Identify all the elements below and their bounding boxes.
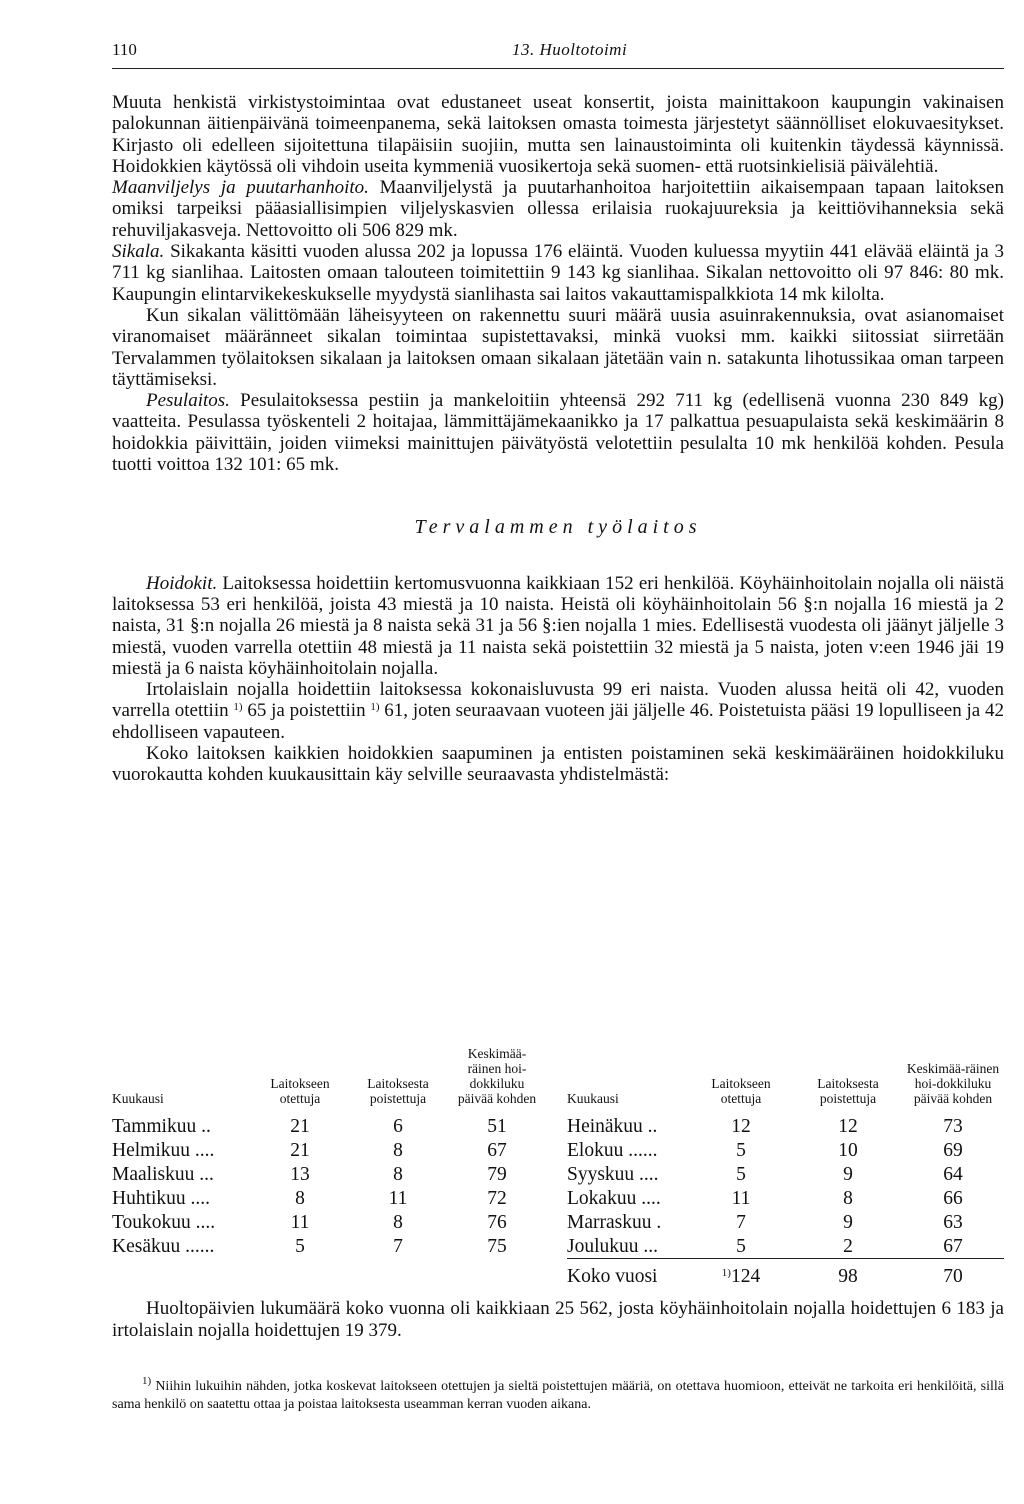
- admitted-cell: 12: [731, 1116, 751, 1137]
- table-row: [567, 1116, 1004, 1140]
- month-cell: Maaliskuu ...: [112, 1164, 214, 1185]
- month-cell: Helmikuu ....: [112, 1140, 215, 1161]
- footnote-mark: 1): [370, 701, 380, 714]
- month-cell: Kesäkuu ......: [112, 1236, 215, 1257]
- header-text: Kuukausi: [567, 1091, 619, 1106]
- header-text: Laitoksesta poistettuja: [817, 1076, 879, 1106]
- footnote-mark: 1): [721, 1267, 731, 1279]
- header-text: Keskimää-räinen hoi-dokkiluku päivää kohden: [457, 1046, 537, 1106]
- paragraph-text: Laitoksessa hoidettiin kertomusvuonna kaikkiaan 152 eri henkilöä. Köyhäinhoitolain nojalla oli näistä laitoksessa 53 eri henkilöä, joista 43 miestä ja 10 naista. Heistä oli köyhäinhoitolain 56 §:n nojalla 16 miestä ja 2 naista, 31 §:n nojalla 26 miestä ja 8 naista sekä 31 ja 56 §:ien nojalla 1 mies. Edellisestä vuodesta oli jäänyt jäljelle 3 miestä, vuoden varrella otettiin 48 miestä ja 11 naista sekä poistettiin 32 miestä ja 5 naista, joten v:een 1946 jäi 19 miestä ja 6 naista köyhäinhoitolain nojalla.: [112, 572, 1004, 679]
- paragraph-text: Pesulaitoksessa pestiin ja mankeloitiin yhteensä 292 711 kg (edellisenä vuonna 230 849 kg) vaatteita. Pesulassa työskenteli 2 hoitajaa, lämmittäjämekaanikko ja 17 palkattua pesuapulaista sekä keskimäärin 8 hoidokkia päivittäin, joiden viimeksi mainittujen päivätyöstä velotettiin pesulalta 10 mk henkilöä kohden. Pesula tuotti voittoa 132 101: 65 mk.: [112, 390, 1004, 476]
- admitted-cell: 5: [736, 1236, 746, 1257]
- footnote-body: Niihin lukuihin nähden, jotka koskevat laitokseen otettujen ja sieltä poistettujen määriä, on otettava huomioon, etteivät ne tarkoita eri henkilöitä, sillä sama henkilö on saatettu ottaa ja poistaa laitoksesta useamman kerran vuoden aikana.: [112, 1379, 1004, 1412]
- paragraph-farming: [112, 177, 1004, 241]
- average-cell: 75: [487, 1236, 507, 1257]
- removed-cell: 9: [843, 1212, 853, 1233]
- removed-cell: 6: [393, 1116, 403, 1137]
- table-row: [567, 1140, 1004, 1164]
- admitted-cell: 7: [736, 1212, 746, 1233]
- removed-cell: 2: [843, 1236, 853, 1257]
- table-row: [112, 1236, 532, 1260]
- average-cell: 51: [487, 1116, 507, 1137]
- body-text: [112, 92, 1004, 786]
- month-cell: Tammikuu ..: [112, 1116, 211, 1137]
- paragraph-text: Muuta henkistä virkistystoimintaa ovat edustaneet useat konsertit, joista mainittakoon kaupungin vakinaisen palokunnan äitienpäivänä toimeenpanema, sekä laitoksen omasta toimesta järjestetyt säännölliset elokuvaesitykset. Kirjasto oli edelleen sijoitettuna tilapäisiin suojiin, mutta sen lainaustoiminta oli kuitenkin täydessä käynnissä. Hoidokkien käytössä oli vihdoin useita kymmeniä vuosikertoja sekä suomen- että ruotsinkielisiä päivälehtiä.: [112, 92, 1004, 177]
- admitted-cell: 5: [736, 1140, 746, 1161]
- table-row: [112, 1116, 532, 1140]
- month-cell: Marraskuu .: [567, 1212, 662, 1233]
- paragraph-text: Maanviljelystä ja puutarhanhoitoa harjoitettiin aikaisempaan tapaan laitoksen omiksi tarpeiksi pääasiallisimpien viljelyskasvien ollessa erilaisia ruokajuureksia ja keittiövihanneksia sekä rehuviljakasveja. Nettovoitto oli 506 829 mk.: [112, 177, 1004, 241]
- footnote: [112, 1375, 1004, 1414]
- column-header-average: [903, 1010, 1003, 1106]
- average-cell: 73: [943, 1116, 963, 1137]
- column-header-removed: [793, 1010, 903, 1106]
- average-cell: 67: [943, 1236, 963, 1257]
- removed-cell: 7: [393, 1236, 403, 1257]
- average-cell: 66: [943, 1188, 963, 1209]
- table-row: [112, 1212, 532, 1236]
- average-cell: 63: [943, 1212, 963, 1233]
- paragraph-text: Huoltopäivien lukumäärä koko vuonna oli kaikkiaan 25 562, josta köyhäinhoitolain nojalla hoidettujen 6 183 ja irtolaislain nojalla hoidettujen 19 379.: [112, 1298, 1004, 1341]
- month-cell: Huhtikuu ....: [112, 1188, 211, 1209]
- paragraph-title: Pesulaitos.: [146, 390, 230, 412]
- admitted-cell: 11: [290, 1212, 310, 1233]
- footnote-text: [112, 1375, 1004, 1414]
- removed-cell: 8: [393, 1164, 403, 1185]
- removed-cell: 12: [838, 1116, 858, 1137]
- admitted-cell: 11: [731, 1188, 751, 1209]
- admitted-cell: 21: [290, 1140, 310, 1161]
- paragraph-vagrancy-law: [112, 679, 1004, 743]
- total-rule: [567, 1258, 1004, 1259]
- section-title: Tervalammen työlaitos: [414, 516, 702, 539]
- month-cell: Lokakuu ....: [567, 1188, 661, 1209]
- total-removed: 98: [838, 1266, 858, 1287]
- running-header: [112, 38, 1004, 69]
- month-cell: Toukokuu ....: [112, 1212, 216, 1233]
- header-text: Kuukausi: [112, 1091, 164, 1106]
- column-header-month: [567, 1010, 707, 1106]
- section-heading: 13. Huoltotoimi: [512, 40, 628, 59]
- table-row: [567, 1212, 1004, 1236]
- table-row: [112, 1188, 532, 1212]
- paragraph-title: Hoidokit.: [146, 572, 218, 594]
- average-cell: 79: [487, 1164, 507, 1185]
- header-text: Keskimää-räinen hoi-dokkiluku päivää kohden: [906, 1061, 1000, 1106]
- paragraph-title: Maanviljelys ja puutarhanhoito.: [112, 177, 369, 199]
- paragraph-entertainment: [112, 92, 1004, 177]
- column-header-admitted: [252, 1010, 348, 1106]
- footnote-mark: 1): [142, 1375, 152, 1387]
- paragraph-inmates: [112, 573, 1004, 679]
- header-text: Laitokseen otettuja: [711, 1076, 771, 1106]
- paragraph-text: 61, joten seuraavaan vuoteen jäi jäljelle 46. Poistetuista pääsi 19 lopulliseen ja 42 ehdolliseen vapauteen.: [112, 700, 1004, 743]
- removed-cell: 8: [393, 1140, 403, 1161]
- admitted-cell: 8: [295, 1188, 305, 1209]
- total-average: 70: [943, 1266, 963, 1287]
- average-cell: 67: [487, 1140, 507, 1161]
- total-label: Koko vuosi: [567, 1266, 658, 1287]
- month-cell: Heinäkuu ..: [567, 1116, 658, 1137]
- column-header-month: [112, 1010, 252, 1106]
- paragraph-piggery-reduction: [112, 305, 1004, 390]
- average-cell: 76: [487, 1212, 507, 1233]
- table-row: [567, 1236, 1004, 1260]
- paragraph-laundry: [112, 390, 1004, 475]
- admitted-cell: 5: [295, 1236, 305, 1257]
- column-header-average: [452, 1010, 542, 1106]
- average-cell: 72: [487, 1188, 507, 1209]
- removed-cell: 9: [843, 1164, 853, 1185]
- month-cell: Elokuu ......: [567, 1140, 658, 1161]
- removed-cell: 8: [843, 1188, 853, 1209]
- average-cell: 64: [943, 1164, 963, 1185]
- total-row: [567, 1266, 1004, 1290]
- paragraph-care-days: [112, 1298, 1004, 1342]
- month-cell: Syyskuu ....: [567, 1164, 659, 1185]
- paragraph-table-intro: [112, 743, 1004, 786]
- column-header-admitted: [691, 1010, 791, 1106]
- admitted-cell: 13: [290, 1164, 310, 1185]
- header-text: Laitoksesta poistettuja: [367, 1076, 429, 1106]
- removed-cell: 8: [393, 1212, 403, 1233]
- column-header-removed: [348, 1010, 448, 1106]
- cell-text: 124: [730, 1266, 761, 1287]
- paragraph-title: Sikala.: [112, 241, 165, 263]
- table-row: [112, 1140, 532, 1164]
- total-admitted: [691, 1266, 791, 1288]
- table-row: [567, 1164, 1004, 1188]
- page-number: 110: [112, 40, 137, 59]
- paragraph-text: Koko laitoksen kaikkien hoidokkien saapuminen ja entisten poistaminen sekä keskimääräinen hoidokkiluku vuorokautta kohden kuukausittain käy selville seuraavasta yhdistelmästä:: [112, 743, 1004, 786]
- admitted-cell: 5: [736, 1164, 746, 1185]
- footnote-mark: 1): [233, 701, 243, 714]
- average-cell: 69: [943, 1140, 963, 1161]
- table-row: [112, 1164, 532, 1188]
- paragraph-piggery: [112, 241, 1004, 305]
- header-text: Laitokseen otettuja: [270, 1076, 330, 1106]
- removed-cell: 10: [838, 1140, 858, 1161]
- paragraph-text: Kun sikalan välittömään läheisyyteen on rakennettu suuri määrä uusia asuinrakennuksia, ovat asianomaiset viranomaiset määränneet sikalan toimintaa supistettavaksi, minkä vuoksi mm. kaikki siitossiat siirretään Tervalammen työlaitoksen sikalaan ja laitoksen omaan sikalaan jätetään vain n. satakunta lihotussikaa oman tarpeen täyttämiseksi.: [112, 304, 1004, 390]
- paragraph-text: Sikakanta käsitti vuoden alussa 202 ja lopussa 176 eläintä. Vuoden kuluessa myytiin 441 elävää eläintä ja 3 711 kg sianlihaa. Laitosten omaan talouteen toimitettiin 9 143 kg sianlihaa. Sikalan nettovoitto oli 97 846: 80 mk. Kaupungin elintarvikekeskukselle myydystä sianlihasta sai laitos vakauttamispalkkiota 14 mk kilolta.: [112, 241, 1004, 305]
- table-row: [567, 1188, 1004, 1212]
- paragraph-text: 65 ja poistettiin: [242, 700, 371, 722]
- admitted-cell: 21: [290, 1116, 310, 1137]
- paragraph-text: Irtolaislain nojalla hoidettiin laitoksessa kokonaisluvusta 99 eri naista. Vuoden alussa heitä oli 42, vuoden varrella otettiin: [112, 679, 1004, 722]
- month-cell: Joulukuu ...: [567, 1236, 659, 1257]
- removed-cell: 11: [388, 1188, 408, 1209]
- closing-paragraph: [112, 1298, 1004, 1342]
